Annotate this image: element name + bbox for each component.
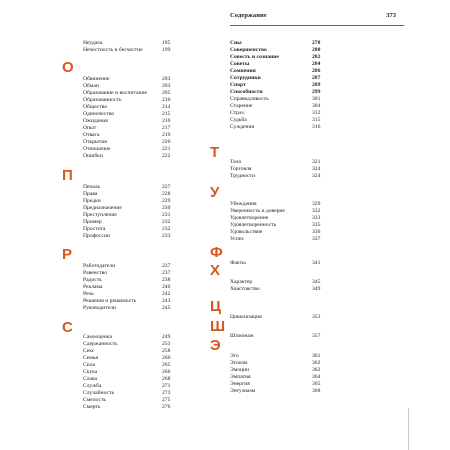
index-entry bbox=[230, 117, 324, 124]
index-entry-title: Опыт bbox=[83, 125, 97, 131]
index-entry bbox=[230, 54, 324, 61]
index-entry bbox=[83, 104, 174, 111]
index-letter-heading: Х bbox=[210, 262, 221, 279]
index-letter-heading: Т bbox=[210, 144, 220, 161]
index-entry-page: 219 bbox=[162, 132, 171, 138]
index-entry bbox=[83, 284, 174, 291]
index-entry-title: Равенство bbox=[83, 270, 108, 276]
index-entry-title: Трудности bbox=[230, 173, 256, 179]
index-entry-page: 337 bbox=[312, 236, 321, 242]
index-entry-page: 341 bbox=[312, 260, 321, 266]
index-entry-page: 362 bbox=[312, 367, 321, 373]
index-entry bbox=[230, 279, 324, 286]
index-entry-page: 237 bbox=[162, 270, 171, 276]
index-entry bbox=[230, 82, 324, 89]
index-entry-page: 214 bbox=[162, 104, 171, 110]
index-entry-page: 345 bbox=[312, 279, 321, 285]
index-entry bbox=[83, 111, 174, 118]
index-entry-page: 229 bbox=[162, 198, 171, 204]
index-entry bbox=[230, 222, 324, 229]
index-entry-page: 365 bbox=[312, 381, 321, 387]
index-entry-title: Речь bbox=[83, 291, 94, 297]
index-entry bbox=[83, 47, 174, 54]
index-entry-title: Шпионаж bbox=[230, 333, 254, 339]
index-entry-title: Уверенность и доверие bbox=[230, 208, 285, 214]
index-entry bbox=[83, 291, 174, 298]
index-entry-title: Печаль bbox=[83, 184, 101, 190]
index-letter-heading: Ф bbox=[210, 244, 223, 261]
index-entry bbox=[83, 383, 174, 390]
index-entry-page: 227 bbox=[162, 184, 171, 190]
index-entry bbox=[83, 212, 174, 219]
index-entry bbox=[83, 397, 174, 404]
index-entry-page: 220 bbox=[162, 139, 171, 145]
index-entry-title: Отвага bbox=[83, 132, 100, 138]
index-entry-page: 216 bbox=[162, 118, 171, 124]
index-entry-page: 237 bbox=[162, 263, 171, 269]
index-entry-title: Сдержанность bbox=[83, 341, 118, 347]
index-entry-page: 217 bbox=[162, 125, 171, 131]
index-entry bbox=[83, 125, 174, 132]
index-entry-title: Преступление bbox=[83, 212, 117, 218]
index-entry-page: 199 bbox=[162, 47, 171, 53]
index-entry bbox=[230, 353, 324, 360]
index-entry bbox=[83, 191, 174, 198]
index-entry-title: Пример bbox=[83, 219, 102, 225]
index-entry-title: Старение bbox=[230, 103, 253, 109]
index-entry bbox=[230, 236, 324, 243]
index-entry-page: 260 bbox=[162, 355, 171, 361]
index-entry-page: 232 bbox=[162, 226, 171, 232]
index-entry-page: 242 bbox=[162, 291, 171, 297]
index-entry bbox=[83, 139, 174, 146]
index-letter-heading: П bbox=[62, 167, 73, 184]
index-entry bbox=[230, 159, 324, 166]
index-entry bbox=[83, 198, 174, 205]
index-entry-page: 230 bbox=[162, 205, 171, 211]
index-entry-title: Образованность bbox=[83, 97, 122, 103]
index-entry bbox=[83, 83, 174, 90]
index-entry-title: Предназначение bbox=[83, 205, 122, 211]
index-entry bbox=[83, 355, 174, 362]
index-entry-title: Торговля bbox=[230, 166, 252, 172]
index-entry-title: Скука bbox=[83, 369, 98, 375]
index-entry bbox=[230, 173, 324, 180]
index-entry-page: 286 bbox=[312, 68, 321, 74]
index-entry bbox=[83, 219, 174, 226]
index-entry bbox=[230, 96, 324, 103]
index-entry bbox=[83, 376, 174, 383]
index-entry-page: 210 bbox=[162, 97, 171, 103]
index-letter-heading: Э bbox=[210, 337, 221, 354]
index-entry-title: Нечестность и бесчестие bbox=[83, 47, 143, 53]
index-entry-page: 243 bbox=[162, 298, 171, 304]
index-entry bbox=[230, 40, 324, 47]
index-letter-heading: О bbox=[62, 59, 74, 76]
index-entry-title: Энтузиазм bbox=[230, 388, 256, 394]
index-entry-title: Радость bbox=[83, 277, 102, 283]
index-entry bbox=[83, 369, 174, 376]
index-entry-page: 276 bbox=[162, 404, 171, 410]
index-entry-title: Слава bbox=[83, 376, 98, 382]
index-entry bbox=[83, 233, 174, 240]
index-entry bbox=[230, 124, 324, 131]
index-entry-page: 333 bbox=[312, 215, 321, 221]
index-entry-page: 349 bbox=[312, 286, 321, 292]
index-entry bbox=[230, 286, 324, 293]
index-entry-title: Удовлетворение bbox=[230, 215, 269, 221]
index-entry-page: 258 bbox=[162, 348, 171, 354]
index-entry-title: Тело bbox=[230, 159, 242, 165]
index-entry-title: Сила bbox=[83, 362, 95, 368]
index-entry bbox=[230, 75, 324, 82]
index-entry-title: Успех bbox=[230, 236, 244, 242]
index-entry-title: Секс bbox=[83, 348, 95, 354]
index-entry bbox=[230, 374, 324, 381]
index-entry bbox=[83, 263, 174, 270]
index-entry-title: Общество bbox=[83, 104, 108, 110]
index-entry-title: Простота bbox=[83, 226, 106, 232]
index-entry-page: 312 bbox=[312, 110, 321, 116]
index-entry-page: 324 bbox=[312, 166, 321, 172]
index-entry-title: Хвастовство bbox=[230, 286, 260, 292]
index-entry-page: 361 bbox=[312, 353, 321, 359]
index-entry-title: Предки bbox=[83, 198, 101, 204]
index-entry-title: Открытия bbox=[83, 139, 107, 145]
index-entry-page: 335 bbox=[312, 222, 321, 228]
index-entry bbox=[230, 314, 324, 321]
index-entry-title: Советы bbox=[230, 61, 250, 67]
index-entry-page: 195 bbox=[162, 40, 171, 46]
index-entry-page: 268 bbox=[162, 376, 171, 382]
index-entry bbox=[230, 89, 324, 96]
index-entry bbox=[83, 362, 174, 369]
index-entry-page: 304 bbox=[312, 103, 321, 109]
index-entry-title: Суждения bbox=[230, 124, 255, 130]
index-entry bbox=[230, 381, 324, 388]
index-entry-page: 232 bbox=[162, 219, 171, 225]
index-entry-page: 324 bbox=[312, 173, 321, 179]
index-entry-title: Совесть и сознание bbox=[230, 54, 279, 60]
index-entry-page: 280 bbox=[312, 47, 321, 53]
index-entry-page: 266 bbox=[162, 369, 171, 375]
index-entry bbox=[83, 76, 174, 83]
index-entry-title: Смелость bbox=[83, 397, 106, 403]
index-entry-page: 289 bbox=[312, 82, 321, 88]
index-entry-title: Смерть bbox=[83, 404, 101, 410]
index-entry bbox=[83, 205, 174, 212]
index-entry-title: Судьба bbox=[230, 117, 247, 123]
index-entry bbox=[230, 68, 324, 75]
index-entry bbox=[83, 118, 174, 125]
index-entry-page: 265 bbox=[162, 362, 171, 368]
header-title: Содержание bbox=[230, 12, 267, 19]
page-header bbox=[230, 12, 404, 26]
index-entry bbox=[230, 103, 324, 110]
index-entry bbox=[230, 229, 324, 236]
index-entry bbox=[230, 333, 324, 340]
index-entry-page: 275 bbox=[162, 397, 171, 403]
index-entry-page: 315 bbox=[312, 117, 321, 123]
index-entry-title: Сотрудники bbox=[230, 75, 261, 81]
index-entry bbox=[83, 97, 174, 104]
page-edge-line bbox=[408, 408, 409, 450]
index-entry-page: 249 bbox=[162, 334, 171, 340]
index-entry-page: 253 bbox=[162, 341, 171, 347]
index-entry bbox=[83, 153, 174, 160]
index-entry-title: Профессии bbox=[83, 233, 110, 239]
index-entry-title: Реклама bbox=[83, 284, 103, 290]
index-entry-title: Обвинение bbox=[83, 76, 110, 82]
index-entry bbox=[83, 40, 174, 47]
index-entry bbox=[230, 201, 324, 208]
index-entry bbox=[230, 215, 324, 222]
index-letter-heading: Р bbox=[62, 246, 73, 263]
index-entry-page: 228 bbox=[162, 191, 171, 197]
index-entry-page: 215 bbox=[162, 111, 171, 117]
index-entry-page: 245 bbox=[162, 305, 171, 311]
index-entry-title: Цивилизация bbox=[230, 314, 262, 320]
index-entry-page: 332 bbox=[312, 208, 321, 214]
index-entry bbox=[230, 388, 324, 395]
index-letter-heading: У bbox=[210, 184, 220, 201]
index-entry-title: Эго bbox=[230, 353, 239, 359]
index-entry-page: 316 bbox=[312, 124, 321, 130]
index-entry-title: Руководители bbox=[83, 305, 116, 311]
index-entry bbox=[230, 47, 324, 54]
index-entry-page: 329 bbox=[312, 201, 321, 207]
index-entry-title: Образование и воспитание bbox=[83, 90, 147, 96]
index-entry bbox=[83, 341, 174, 348]
index-entry-page: 231 bbox=[162, 212, 171, 218]
index-letter-heading: Ц bbox=[210, 298, 221, 315]
index-entry-title: Удовлетворенность bbox=[230, 222, 277, 228]
index-entry-title: Справедливость bbox=[230, 96, 269, 102]
index-entry-page: 287 bbox=[312, 75, 321, 81]
index-entry-page: 203 bbox=[162, 83, 171, 89]
index-entry-title: Сны bbox=[230, 40, 242, 46]
index-entry-page: 284 bbox=[312, 61, 321, 67]
index-entry-page: 299 bbox=[312, 89, 321, 95]
index-entry bbox=[83, 305, 174, 312]
index-entry-title: Факты bbox=[230, 260, 246, 266]
index-entry-page: 362 bbox=[312, 360, 321, 366]
index-entry-title: Способности bbox=[230, 89, 263, 95]
index-entry bbox=[83, 132, 174, 139]
index-entry-title: Страх bbox=[230, 110, 245, 116]
index-entry bbox=[83, 146, 174, 153]
index-entry-title: Совершенство bbox=[230, 47, 267, 53]
index-entry bbox=[230, 367, 324, 374]
index-entry-title: Отношение bbox=[83, 146, 111, 152]
index-entry-page: 240 bbox=[162, 284, 171, 290]
index-entry-page: 203 bbox=[162, 76, 171, 82]
index-entry-title: Работодатели bbox=[83, 263, 116, 269]
index-entry-page: 357 bbox=[312, 333, 321, 339]
index-entry-title: Энергия bbox=[230, 381, 250, 387]
index-entry-page: 301 bbox=[312, 96, 321, 102]
index-entry-page: 271 bbox=[162, 383, 171, 389]
index-entry-title: Решения и решимость bbox=[83, 298, 137, 304]
index-entry-title: Одиночество bbox=[83, 111, 115, 117]
index-entry bbox=[230, 61, 324, 68]
index-entry-page: 205 bbox=[162, 90, 171, 96]
index-entry-page: 222 bbox=[162, 153, 171, 159]
index-entry-page: 321 bbox=[312, 159, 321, 165]
index-entry bbox=[230, 166, 324, 173]
index-entry-page: 233 bbox=[162, 233, 171, 239]
index-entry bbox=[83, 90, 174, 97]
index-entry-title: Ожидания bbox=[83, 118, 108, 124]
page-number: 373 bbox=[386, 12, 396, 19]
index-entry bbox=[83, 270, 174, 277]
index-entry-page: 368 bbox=[312, 388, 321, 394]
index-entry-title: Самооценка bbox=[83, 334, 112, 340]
index-entry-title: Эмоции bbox=[230, 367, 250, 373]
index-entry-title: Эгоизм bbox=[230, 360, 248, 366]
index-entry-title: Спорт bbox=[230, 82, 246, 88]
index-entry bbox=[83, 298, 174, 305]
index-entry-title: Убеждения bbox=[230, 201, 257, 207]
index-entry-page: 238 bbox=[162, 277, 171, 283]
index-letter-heading: С bbox=[62, 319, 73, 336]
index-entry-title: Обман bbox=[83, 83, 99, 89]
index-entry-title: Права bbox=[83, 191, 98, 197]
index-letter-heading: Ш bbox=[210, 318, 226, 335]
index-entry-title: Случайность bbox=[83, 390, 115, 396]
index-entry bbox=[83, 226, 174, 233]
index-entry-title: Семья bbox=[83, 355, 98, 361]
index-entry-title: Ошибки bbox=[83, 153, 103, 159]
index-entry-page: 336 bbox=[312, 229, 321, 235]
index-entry-page: 364 bbox=[312, 374, 321, 380]
index-entry-title: Служба bbox=[83, 383, 102, 389]
index-entry-page: 278 bbox=[312, 40, 321, 46]
index-entry-page: 221 bbox=[162, 146, 171, 152]
index-entry-title: Эмпатия bbox=[230, 374, 251, 380]
index-entry-title: Неудача bbox=[83, 40, 103, 46]
index-entry bbox=[230, 260, 324, 267]
index-entry-title: Удовольствие bbox=[230, 229, 263, 235]
index-entry bbox=[83, 277, 174, 284]
index-entry bbox=[83, 390, 174, 397]
index-entry-page: 273 bbox=[162, 390, 171, 396]
index-entry bbox=[230, 208, 324, 215]
index-entry bbox=[83, 184, 174, 191]
index-entry bbox=[83, 404, 174, 411]
index-entry bbox=[83, 334, 174, 341]
index-entry bbox=[230, 110, 324, 117]
index-entry bbox=[83, 348, 174, 355]
index-entry-title: Сомнения bbox=[230, 68, 256, 74]
index-entry-page: 282 bbox=[312, 54, 321, 60]
index-entry-page: 353 bbox=[312, 314, 321, 320]
index-entry bbox=[230, 360, 324, 367]
index-entry-title: Характер bbox=[230, 279, 253, 285]
